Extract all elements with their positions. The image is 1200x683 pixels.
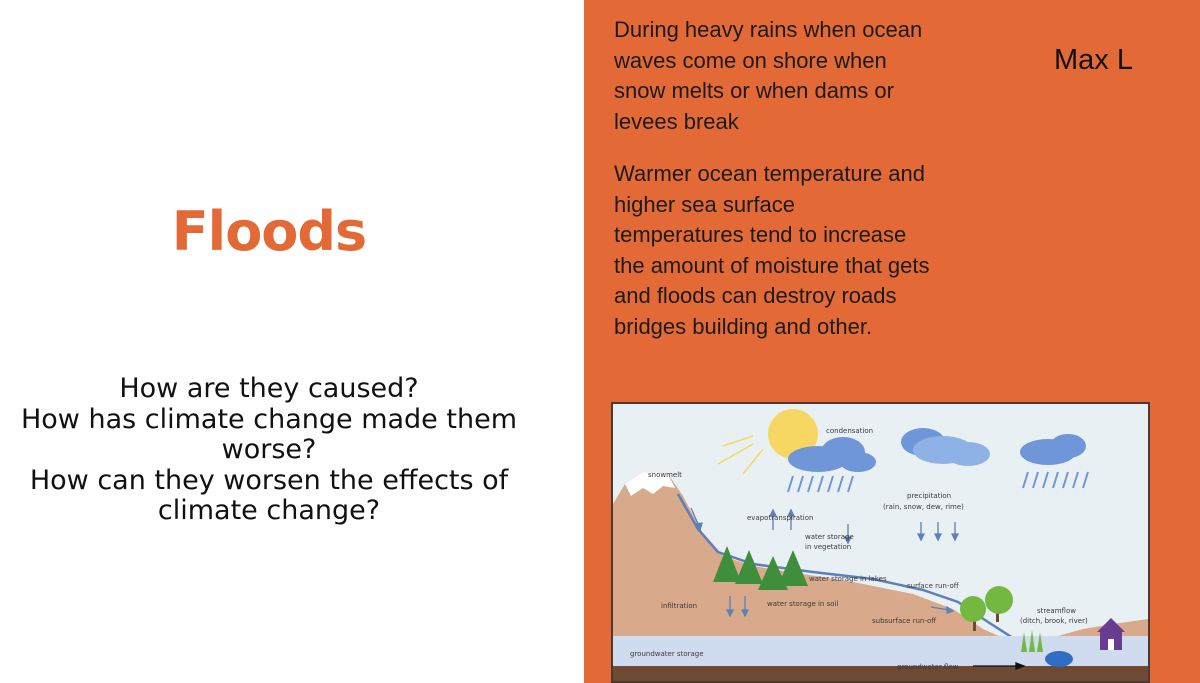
- label-streamflow-detail: (ditch, brook, river): [1020, 617, 1088, 625]
- left-panel: [0, 0, 584, 683]
- cloud-icon: [901, 428, 990, 466]
- label-water-storage-soil: water storage in soil: [767, 600, 839, 608]
- label-precipitation-detail: (rain, snow, dew, rime): [883, 503, 964, 511]
- label-snowmelt: snowmelt: [648, 471, 682, 479]
- question-line: How are they caused?: [119, 373, 419, 404]
- rain-cloud-icon: [1020, 434, 1088, 488]
- paragraph-line: the amount of moisture that gets: [614, 252, 930, 278]
- author-name: Max L: [1054, 44, 1133, 76]
- label-infiltration: infiltration: [661, 602, 698, 610]
- water-cycle-svg: [613, 404, 1148, 681]
- label-water-storage-lakes: water storage in lakes: [809, 575, 887, 583]
- paragraph-line: Warmer ocean temperature and: [614, 161, 925, 186]
- reeds: [1021, 630, 1043, 652]
- label-condensation: condensation: [826, 427, 874, 435]
- paragraph-line: waves come on shore when: [614, 47, 887, 73]
- causes-paragraph: [614, 15, 974, 137]
- paragraph-line: higher sea surface: [614, 191, 795, 217]
- label-evapotranspiration: evapotranspiration: [747, 514, 814, 522]
- label-groundwater-storage: groundwater storage: [630, 650, 704, 658]
- paragraph-line: bridges building and other.: [614, 313, 873, 339]
- bedrock-layer: [613, 666, 1148, 681]
- climate-paragraph: [614, 159, 974, 342]
- label-subsurface-runoff: subsurface run-off: [872, 617, 937, 625]
- label-streamflow: streamflow: [1037, 607, 1076, 615]
- label-water-storage-vegetation: water storage: [805, 533, 854, 541]
- paragraph-line: levees break: [614, 108, 739, 134]
- questions-block: [0, 374, 538, 527]
- house-icon: [1097, 618, 1125, 650]
- question-line: How can they worsen the effects of: [29, 464, 509, 496]
- label-precipitation: precipitation: [907, 492, 952, 500]
- paragraph-line: temperatures tend to increase: [614, 222, 907, 247]
- label-groundwater-flow: groundwater flow: [897, 663, 959, 671]
- label-surface-runoff: surface run-off: [907, 582, 959, 590]
- paragraph-line: During heavy rains when ocean: [614, 17, 923, 42]
- slide-title: Floods: [171, 200, 367, 263]
- label-water-storage-vegetation: in vegetation: [805, 543, 852, 551]
- water-cycle-diagram: [611, 402, 1150, 683]
- paragraph-line: and floods can destroy roads: [614, 283, 897, 308]
- paragraph-line: snow melts or when dams or: [614, 78, 894, 103]
- river-pool: [1045, 651, 1073, 667]
- question-line: How has climate change made them: [20, 403, 517, 435]
- question-line: climate change?: [157, 495, 381, 526]
- question-line: worse?: [221, 434, 317, 465]
